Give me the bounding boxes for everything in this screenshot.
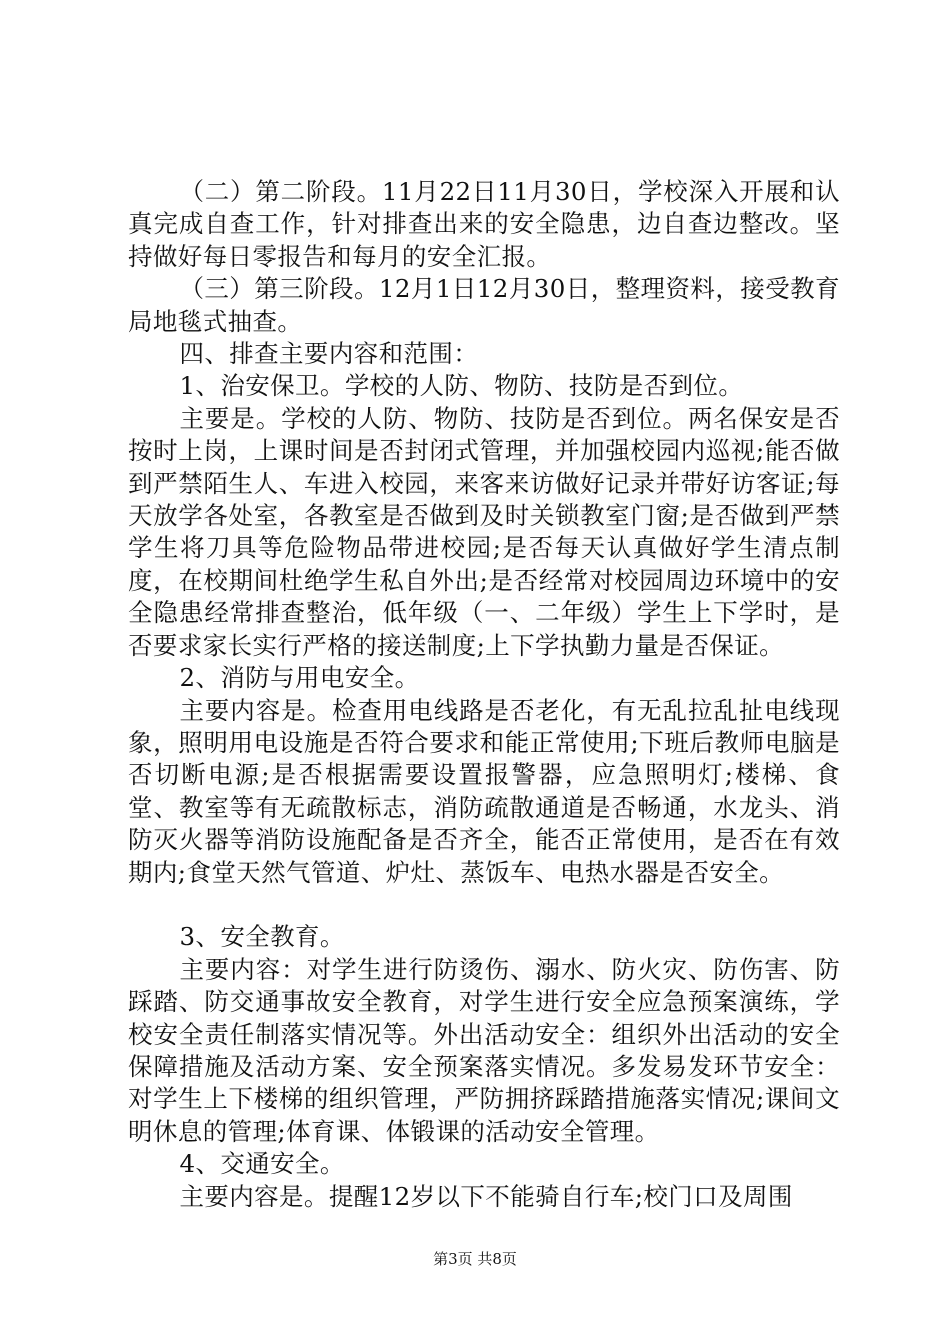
- paragraph-stage-2: （二）第二阶段。11月22日11月30日，学校深入开展和认真完成自查工作，针对排查出来的安全隐患，边自查边整改。坚持做好每日零报告和每月的安全汇报。: [128, 177, 840, 271]
- item-3-body: 主要内容：对学生进行防烫伤、溺水、防火灾、防伤害、防踩踏、防交通事故安全教育，对学生进行安全应急预案演练，学校安全责任制落实情况等。外出活动安全：组织外出活动的安全保障措施及活动方案、安全预案落实情况。多发易发环节安全：对学生上下楼梯的组织管理，严防拥挤踩踏措施落实情况;课间文明休息的管理;体育课、体锻课的活动安全管理。: [128, 954, 840, 1146]
- item-1-heading: 1、治安保卫。学校的人防、物防、技防是否到位。: [179, 371, 744, 401]
- paragraph-gap: [128, 889, 840, 921]
- document-body: [128, 176, 840, 1213]
- page-number-label: 第3页 共8页: [433, 1250, 517, 1268]
- item-2-heading: 2、消防与用电安全。: [179, 663, 420, 693]
- item-3-heading: 3、安全教育。: [179, 922, 345, 952]
- item-1-body: 主要是。学校的人防、物防、技防是否到位。两名保安是否按时上岗，上课时间是否封闭式管理，并加强校园内巡视;能否做到严禁陌生人、车进入校园，来客来访做好记录并带好访客证;每天放学各处室，各教室是否做到及时关锁教室门窗;是否做到严禁学生将刀具等危险物品带进校园;是否每天认真做好学生清点制度，在校期间杜绝学生私自外出;是否经常对校园周边环境中的安全隐患经常排查整治，低年级（一、二年级）学生上下学时，是否要求家长实行严格的接送制度;上下学执勤力量是否保证。: [128, 403, 840, 660]
- item-4-body: 主要内容是。提醒12岁以下不能骑自行车;校门口及周围: [179, 1181, 793, 1211]
- paragraph-stage-3: （三）第三阶段。12月1日12月30日，整理资料，接受教育局地毯式抽查。: [128, 274, 840, 336]
- section-heading-4: 四、排查主要内容和范围：: [179, 339, 479, 369]
- item-2-body: 主要内容是。检查用电线路是否老化，有无乱拉乱扯电线现象，照明用电设施是否符合要求和能正常使用;下班后教师电脑是否切断电源;是否根据需要设置报警器，应急照明灯;楼梯、食堂、教室等有无疏散标志，消防疏散通道是否畅通，水龙头、消防灭火器等消防设施配备是否齐全，能否正常使用，是否在有效期内;食堂天然气管道、炉灶、蒸饭车、电热水器是否安全。: [128, 695, 840, 887]
- page-footer: [0, 1249, 950, 1269]
- item-4-heading: 4、交通安全。: [179, 1149, 345, 1179]
